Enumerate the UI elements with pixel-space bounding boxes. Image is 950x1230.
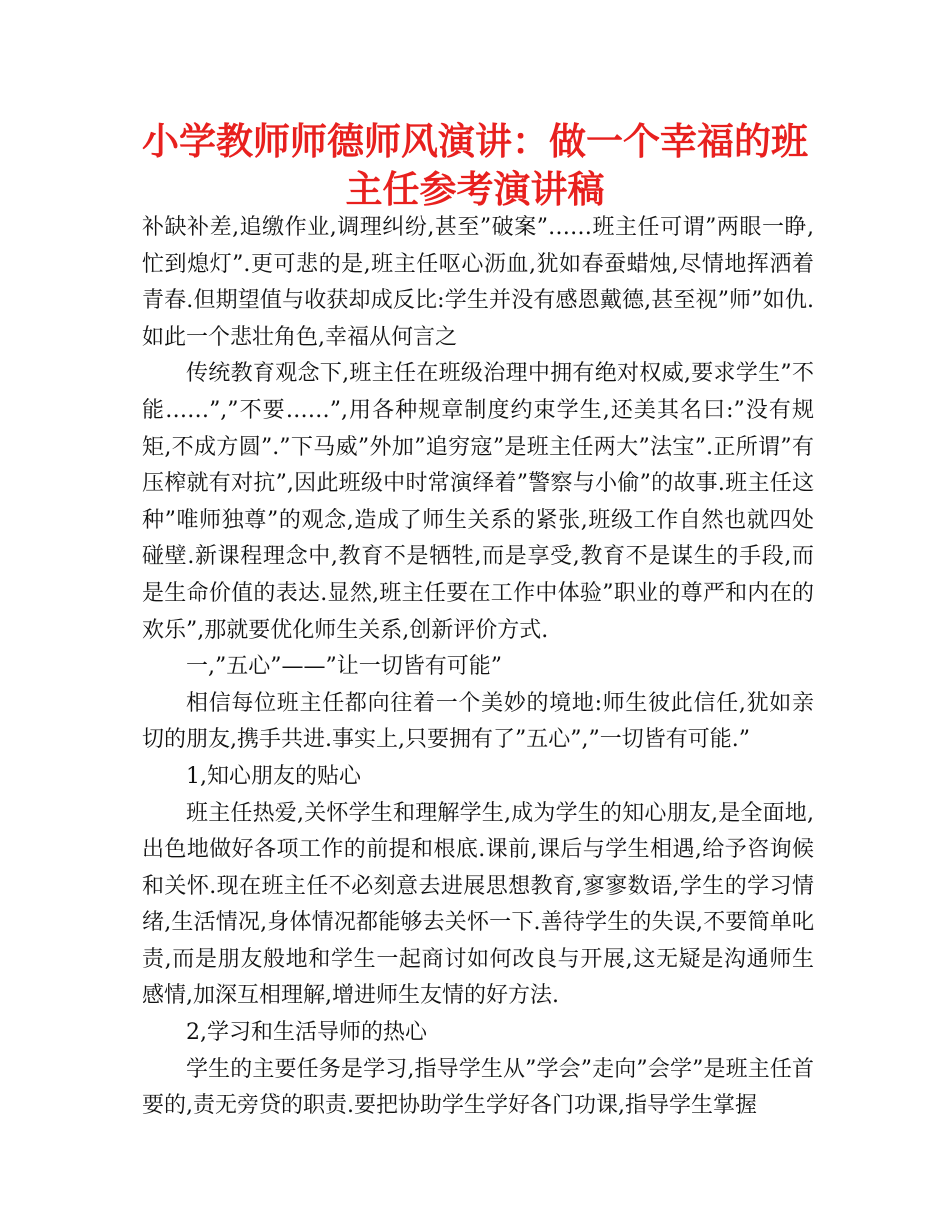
paragraph: 班主任热爱,关怀学生和理解学生,成为学生的知心朋友,是全面地,出色地做好各项工作的前提和根底.课前,课后与学生相遇,给予咨询候和关怀.现在班主任不必刻意去进展思想教育,寥寥数语,学生的学习情绪,生活情况,身体情况都能够去关怀一下.善待学生的失误,不要简单叱责,而是朋友般地和学生一起商讨如何改良与开展,这无疑是沟通师生感情,加深互相理解,增进师生友情的好方法. [142,800,814,1009]
document-title [100,118,850,214]
section-heading: 一,”五心”——”让一切皆有可能” [186,654,502,680]
paragraph: 相信每位班主任都向往着一个美妙的境地:师生彼此信任,犹如亲切的朋友,携手共进.事实上,只要拥有了”五心”,”一切皆有可能.” [142,690,814,753]
document-body [142,210,814,1125]
paragraph: 传统教育观念下,班主任在班级治理中拥有绝对权威,要求学生”不能……”,”不要……”,用各种规章制度约束学生,还美其名曰:”没有规矩,不成方圆”.”下马威”外加”追穷寇”是班主任两大”法宝”.正所谓”有压榨就有对抗”,因此班级中时常演绎着”警察与小偷”的故事.班主任这种”唯师独尊”的观念,造成了师生关系的紧张,班级工作自然也就四处碰壁.新课程理念中,教育不是牺牲,而是享受,教育不是谋生的手段,而是生命价值的表达.显然,班主任要在工作中体验”职业的尊严和内在的欢乐”,那就要优化师生关系,创新评价方式. [142,361,814,643]
title-line-1: 小学教师师德师风演讲：做一个幸福的班 [142,120,808,163]
paragraph: 学生的主要任务是学习,指导学生从”学会”走向”会学”是班主任首要的,责无旁贷的职责.要把协助学生学好各门功课,指导学生掌握 [142,1056,814,1119]
paragraph-continuation: 补缺补差,追缴作业,调理纠纷,甚至”破案”……班主任可谓”两眼一睁,忙到熄灯”.更可悲的是,班主任呕心沥血,犹如春蚕蜡烛,尽情地挥洒着青春.但期望值与收获却成反比:学生并没有感恩戴德,甚至视”师”如仇.如此一个悲壮角色,幸福从何言之 [142,215,814,350]
subsection-heading: 2,学习和生活导师的热心 [186,1020,427,1046]
title-line-2: 主任参考演讲稿 [345,168,605,211]
subsection-heading: 1,知心朋友的贴心 [186,763,361,789]
